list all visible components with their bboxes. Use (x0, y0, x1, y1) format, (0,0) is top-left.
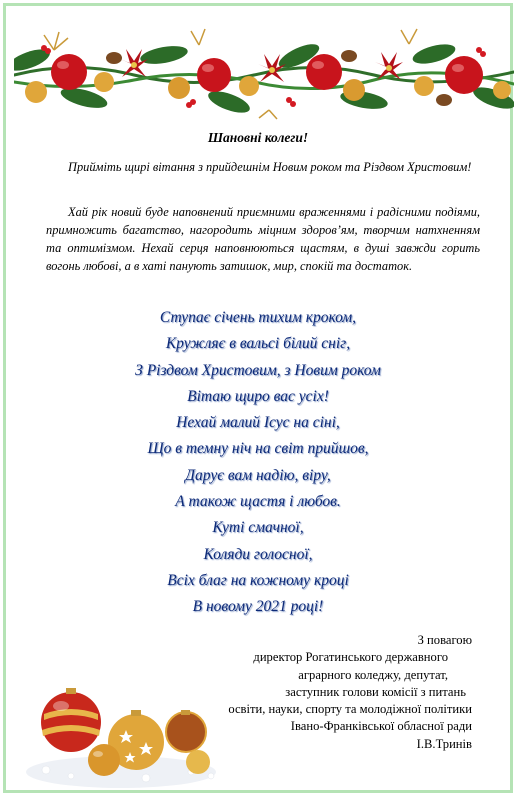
poem-line: Коляди голосної, (203, 545, 313, 563)
christmas-ornaments-image (26, 680, 226, 790)
poem-line: А також щастя і любов. (175, 493, 341, 511)
poem-line: Всіх благ на кожному кроці (167, 571, 349, 589)
poem-line: Що в темну ніч на світ прийшов, (147, 440, 369, 458)
signature-line: заступник голови комісії з питань (285, 684, 466, 699)
poem-line: Дарує вам надію, віру, (185, 466, 331, 484)
letter-greeting: Шановні колеги! (207, 130, 309, 145)
signature-line: З повагою (417, 633, 472, 647)
letter-paragraph-1: Прийміть щирі вітання з прийдешнім Новим роком та Різдвом Христовим! (68, 160, 472, 174)
signature-line: директор Рогатинського державного (253, 650, 448, 665)
signature-block (228, 632, 472, 753)
poem-line: Нехай малий Ісус на сіні, (176, 414, 340, 432)
signature-line: Івано-Франківської обласної ради (290, 719, 472, 734)
poem-line: Кружляє в вальсі білий сніг, (165, 335, 351, 353)
poem-line: З Різдвом Христовим, з Новим роком (135, 361, 381, 379)
letter-page (3, 3, 513, 793)
poem (6, 305, 510, 621)
poem-line: Ступає січень тихим кроком, (159, 309, 357, 326)
signature-line: аграрного коледжу, депутат, (298, 667, 448, 682)
poem-line: Куті смачної, (212, 519, 304, 537)
signature-name: І.В.Тринів (416, 736, 472, 751)
christmas-garland-image (14, 20, 514, 120)
signature-line: освіти, науки, спорту та молодіжної політики (228, 702, 472, 717)
poem-line: В новому 2021 році! (192, 598, 324, 616)
letter-paragraph-2: Хай рік новий буде наповнений приємними враженнями і радісними подіями, примножить багатство, нагородить міцним здоров’ям, творчим натхненням та оптимізмом. Нехай серця наповнюються щастям, в душі завжди горить вогонь любові, а в хаті панують затишок, мир, спокій та достаток. (46, 205, 480, 273)
poem-line: Вітаю щиро вас усіх! (187, 387, 329, 405)
